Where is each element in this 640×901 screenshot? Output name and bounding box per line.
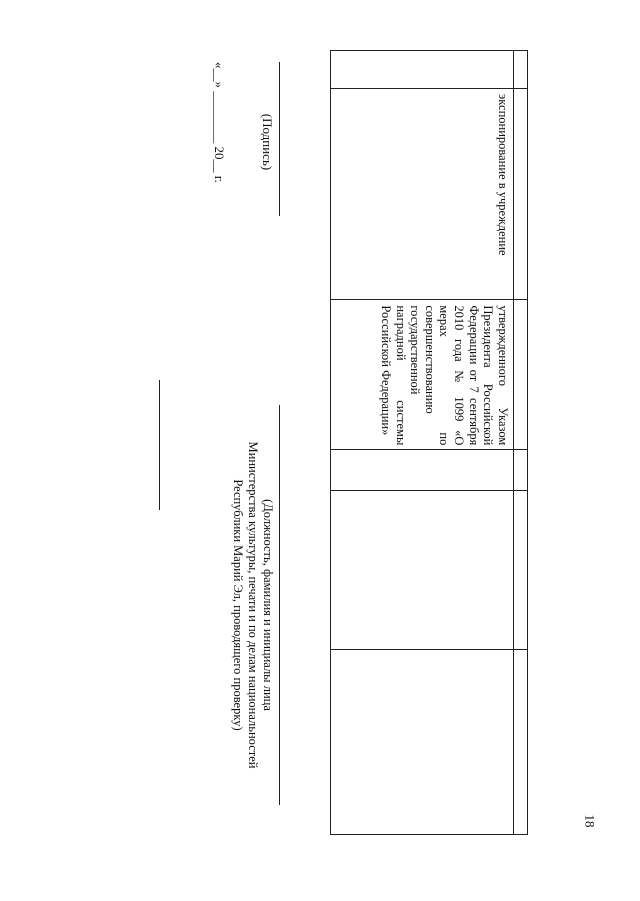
official-label-line-3: Республики Марий Эл, проводящего проверку) (231, 479, 246, 731)
page-number: 18 (582, 814, 598, 828)
date-line: «__» ________ 20__ г. (212, 62, 227, 183)
blank-underline (159, 380, 160, 510)
official-label-line-2: Министерства культуры, печати и по делам национальностей (246, 441, 261, 769)
signature-line (279, 62, 280, 216)
official-label-line-1: (Должность, фамилия и инициалы лица (261, 499, 275, 711)
table-cell-exhibition: экспонирование в учреждение (496, 93, 510, 256)
official-label (231, 405, 275, 805)
table-cell-decree: утвержденного Указом Президента Российской Федерации от 7 сентября 2010 года № 1099 «О мерах по совершенствованию государственной наградной системы Российской Федерации» (379, 305, 510, 446)
official-line (279, 405, 280, 805)
signature-label: (Подпись) (260, 113, 275, 171)
